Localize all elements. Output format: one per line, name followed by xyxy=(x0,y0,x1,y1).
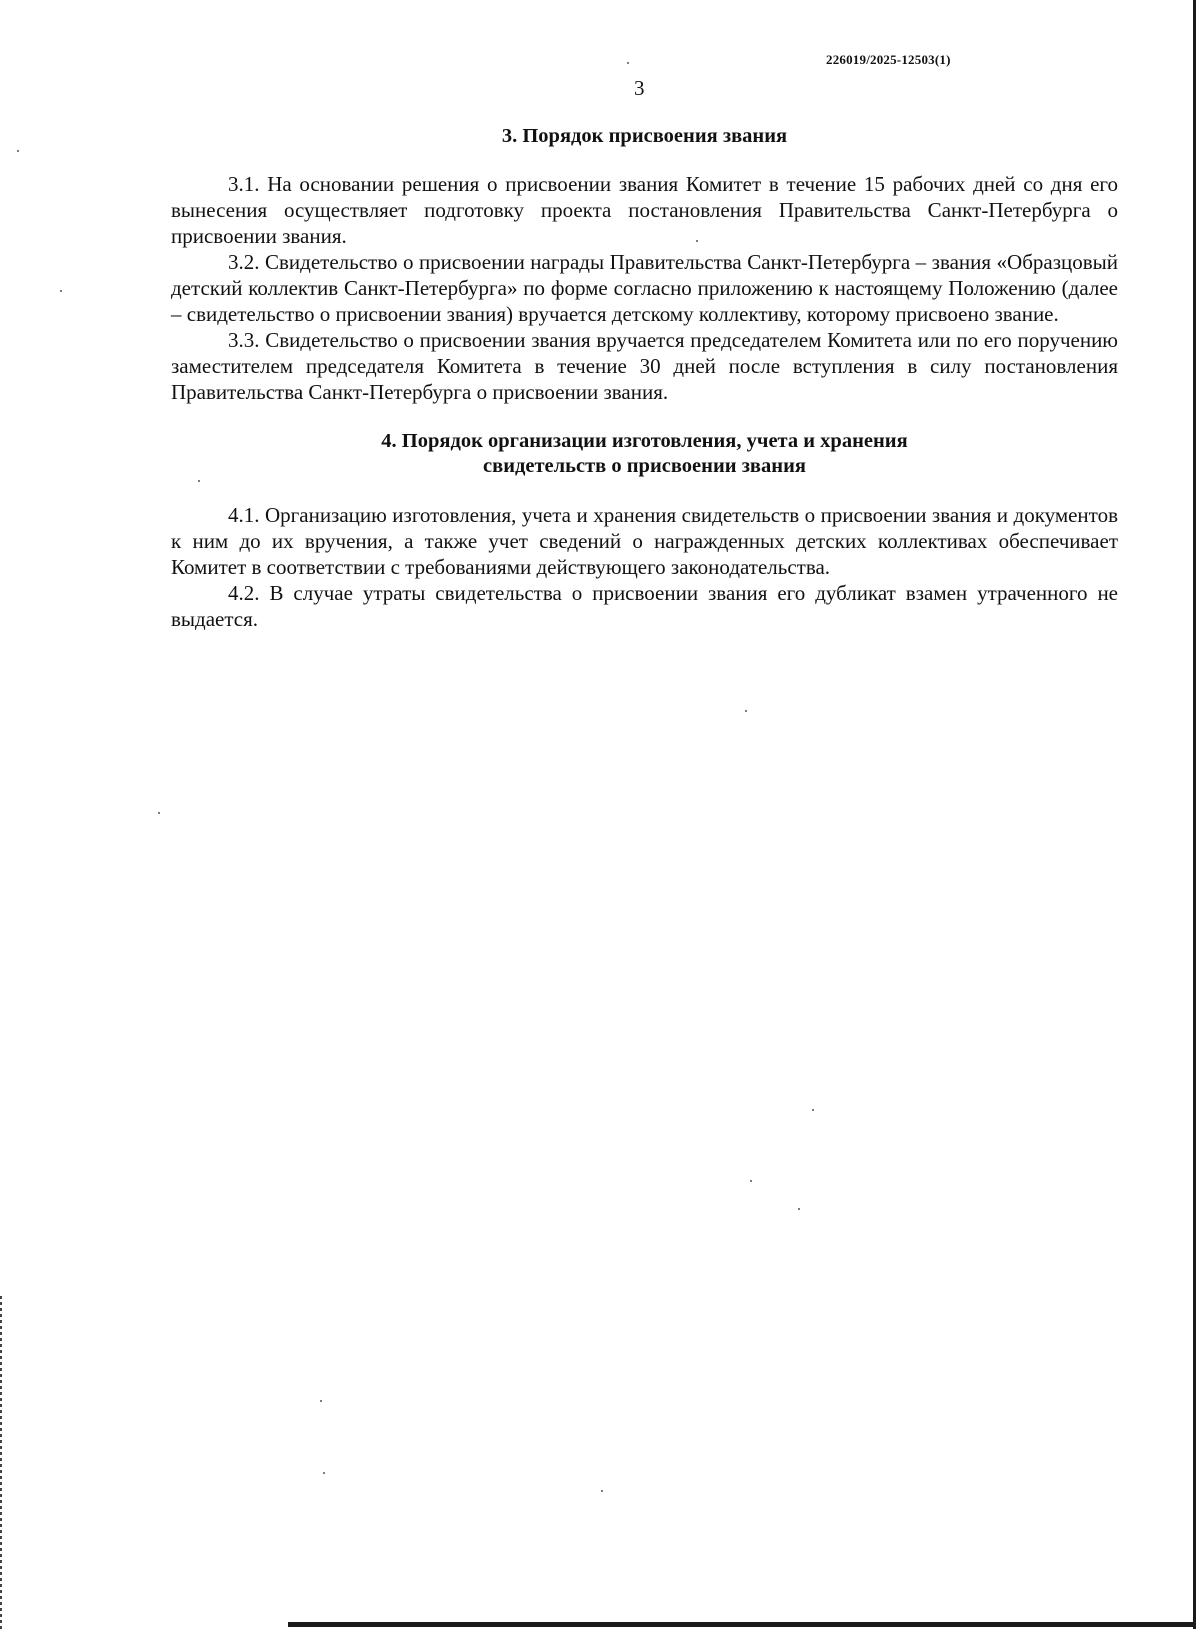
section-4-heading xyxy=(171,429,1118,479)
paragraph-3-3: 3.3. Свидетельство о присвоении звания вручается председателем Комитета или по его поручению заместителем председателя Комитета в течение 30 дней после вступления в силу постановления Правительства Санкт-Петербурга о присвоении звания. xyxy=(171,328,1118,404)
scan-bottom-border xyxy=(288,1622,1193,1627)
paragraph-4-2: 4.2. В случае утраты свидетельства о присвоении звания его дубликат взамен утраченного не выдается. xyxy=(171,581,1118,631)
scan-speck xyxy=(158,812,160,814)
scan-speck xyxy=(812,1109,814,1111)
page-number: 3 xyxy=(634,76,645,100)
section-4-heading-line-1: 4. Порядок организации изготовления, учета и хранения xyxy=(381,430,908,452)
document-registration-number: 226019/2025-12503(1) xyxy=(826,52,951,67)
scan-speck xyxy=(798,1208,800,1210)
scan-speck xyxy=(696,240,698,242)
scan-speck xyxy=(750,1180,752,1182)
paragraph-4-1: 4.1. Организацию изготовления, учета и хранения свидетельств о присвоении звания и документов к ним до их вручения, а также учет сведений о награжденных детских коллективах обеспечивает Комитет в соответствии с требованиями действующего законодательства. xyxy=(171,503,1118,579)
scan-speck xyxy=(17,150,19,152)
scan-speck xyxy=(198,480,200,482)
paragraph-3-2: 3.2. Свидетельство о присвоении награды Правительства Санкт-Петербурга – звания «Образцовый детский коллектив Санкт-Петербурга» по форме согласно приложению к настоящему Положению (далее – свидетельство о присвоении звания) вручается детскому коллективу, которому присвоено звание. xyxy=(171,250,1118,326)
document-body xyxy=(171,124,1118,632)
scan-speck xyxy=(60,290,62,292)
scan-speck xyxy=(320,1400,322,1402)
scan-speck xyxy=(627,62,629,64)
section-3-heading: 3. Порядок присвоения звания xyxy=(501,125,788,147)
paragraph-3-1: 3.1. На основании решения о присвоении звания Комитет в течение 15 рабочих дней со дня его вынесения осуществляет подготовку проекта постановления Правительства Санкт-Петербурга о присвоении звания. xyxy=(171,172,1118,248)
scan-speck xyxy=(745,710,747,712)
scan-speck xyxy=(601,1490,603,1492)
section-4-heading-line-2: свидетельств о присвоении звания xyxy=(483,455,806,477)
scan-speck xyxy=(323,1472,325,1474)
scan-right-border xyxy=(1193,0,1196,1629)
scan-left-border xyxy=(0,1296,2,1629)
